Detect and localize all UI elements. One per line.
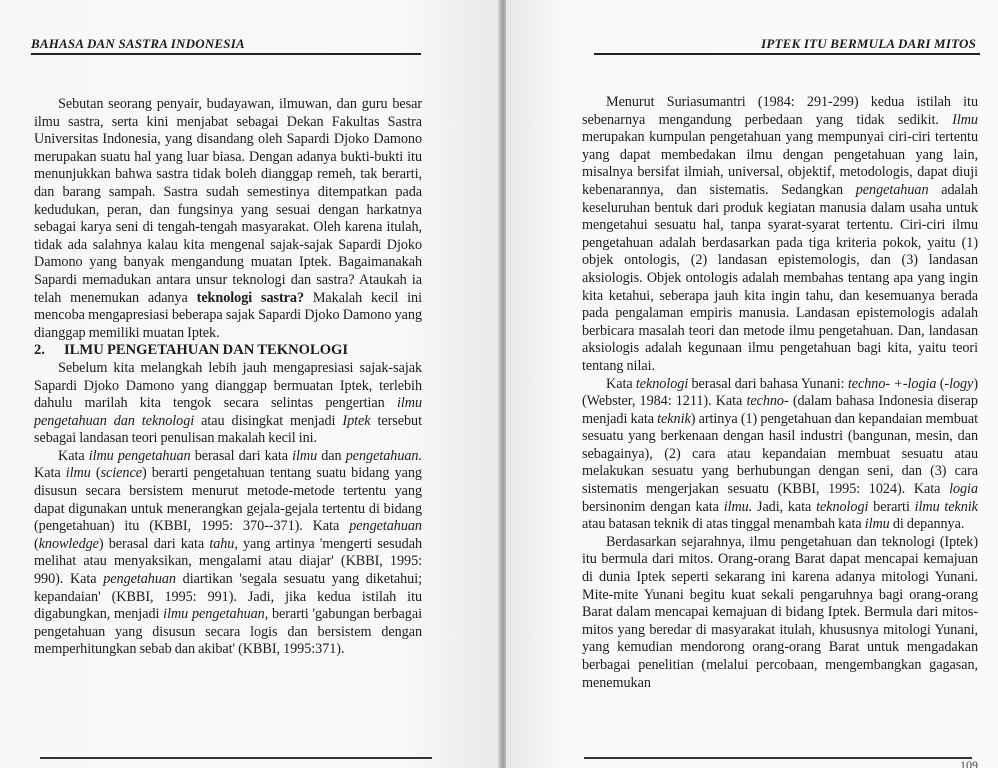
header-rule-right [594, 53, 980, 55]
text-run: berasal dari kata [194, 447, 289, 464]
running-head-right: IPTEK ITU BERMULA DARI MITOS [761, 36, 976, 51]
italic-term: ilmu [65, 465, 91, 482]
text-run: ) artinya (1) pengetahuan dan kepandaian membuat sesuatu yang berkenaan dengan hasil industri (bangunan, mesin, dan sebagainya), (2) cara atau kepandaian membuat sesuatu atau melakukan sesuatu yang berhubungan dengan seni, dan (3) cara sistematis mengerjakan sesuatu (KBBI, 1995: 1024). Kata [582, 410, 978, 498]
section-title: ILMU PENGETAHUAN DAN TEKNOLOGI [64, 342, 349, 359]
text-run: Jadi, kata [756, 498, 812, 515]
header-rule-left [31, 53, 421, 55]
text-run: merupakan kumpulan pengetahuan yang mempunyai ciri-ciri tertentu yang dapat membedakan ilmu dengan pengetahuan yang lain, misalnya bersifat ilmiah, universal, objektif, metodologis, dapat diuji kebenarannya, dan sistematis. Sedangkan [582, 129, 978, 198]
italic-term: ilmu pengetahuan dan teknologi [34, 395, 422, 429]
text-run: Sebelum kita melangkah lebih jauh mengapresiasi sajak-sajak Sapardi Djoko Damono yang dianggap bermuatan Iptek, terlebih dahulu marilah kita tengok secara selintas pengertian [34, 359, 422, 412]
italic-term: teknologi [816, 498, 869, 515]
italic-term: techno- [746, 393, 789, 410]
bold-phrase: teknologi sastra? [196, 289, 304, 306]
paragraph-suriasumantri [582, 94, 978, 376]
text-run: diartikan 'segala sesuatu yang diketahui; kepandaian' (KBBI, 1995: 991). Jadi, jika kedua istilah itu digabungkan, menjadi [34, 571, 422, 623]
paragraph-teknologi [582, 376, 978, 534]
paragraph-ilmu-pengetahuan [34, 448, 422, 659]
section-heading [34, 342, 422, 360]
text-run: berarti [873, 498, 910, 515]
section-number: 2. [34, 342, 45, 359]
text-run: di depannya. [892, 516, 965, 533]
text-run: ( [34, 535, 39, 552]
right-page [506, 0, 998, 768]
italic-term: logia [949, 481, 978, 498]
text-run: ) berasal dari kata [98, 535, 205, 552]
italic-term: pengetahuan [103, 571, 176, 588]
text-run: adalah keseluruhan bentuk dari produk kegiatan manusia dalam usaha untuk mengetahui sesuatu hal, tanpa syarat-syarat tertentu. Ciri-ciri ilmu pengetahuan adalah berdasarkan pada tiga kriteria pokok, yaitu (1) objek ontologis, (2) landasan epistemologis, dan (3) landasan aksiologis. Objek ontologis adalah membahas tentang apa yang ingin kita ketahui, seberapa jauh kita ingin tahu, dan kesemuanya berada pada pengalaman empiris manusia. Landasan epistemologis adalah berbicara masalah teori dan metode ilmu pengetahuan. Dan, landasan aksiologis adalah kegunaan ilmu pengetahuan bagi kita, yaitu teori tentang nilai. [582, 181, 978, 374]
italic-term: tahu, [209, 535, 238, 552]
paragraph-iptek-intro [34, 360, 422, 448]
right-text-column [582, 94, 978, 692]
text-run: bersinonim dengan kata [582, 498, 719, 515]
italic-term: Iptek [342, 412, 371, 429]
italic-term: teknik [657, 410, 691, 427]
text-run: Kata [58, 447, 85, 464]
italic-term: ilmu [292, 447, 318, 464]
running-head-left: BAHASA DAN SASTRA INDONESIA [31, 36, 245, 51]
italic-term: ilmu. [723, 498, 753, 515]
italic-term: teknologi [635, 375, 689, 392]
footer-rule-right [584, 757, 972, 759]
italic-term: science [100, 465, 142, 482]
text-run: tersebut sebagai landasan teori penulisan makalah kecil ini. [34, 412, 422, 447]
text-run: (dalam bahasa Indonesia diserap menjadi kata [582, 393, 978, 427]
italic-term: ilmu pengetahuan [88, 447, 191, 464]
italic-term: pengetahuan [349, 518, 422, 535]
page-number: 109 [960, 758, 978, 768]
italic-term: techno- +-logia [847, 375, 937, 392]
italic-term: Ilmu [952, 111, 978, 128]
text-run: yang artinya 'mengerti sesudah melihat atau menyaksikan, mengalami atau diajar' (KBBI, 1995: 990). Kata [34, 535, 422, 588]
intro-text-end: Makalah kecil ini mencoba mengapresiasi beberapa sajak Sapardi Djoko Damono yang dianggap memiliki muatan Iptek. [34, 289, 422, 341]
footer-rule-left [40, 757, 432, 759]
text-run: Kata [606, 375, 633, 392]
italic-term: knowledge [38, 535, 99, 552]
text-run: dan [321, 447, 342, 464]
text-run: Kata [34, 465, 61, 482]
text-run: atau disingkat menjadi [201, 412, 336, 429]
italic-term: pengetahuan [855, 181, 929, 198]
paragraph-sejarah: Berdasarkan sejarahnya, ilmu pengetahuan dan teknologi (Iptek) itu bermula dari mitos. Orang-orang Barat dapat mencapai kemajuan di dunia Iptek seperti sekarang ini karena adanya mitologi Yunani. Mite-mite Yunani begitu kuat sekali pengaruhnya bagi orang-orang Barat dalam mencapai kemajuan di bidang Iptek. Bermula dari mitos-mitos yang beredar di masyarakat itulah, khususnya mitologi Yunani, yang kemudian mendorong orang-orang Barat untuk mengadakan berbagai penelitian (melalui percobaan, mengembangkan gagasan, menemukan [582, 533, 978, 691]
text-run: ) berarti pengetahuan tentang suatu bidang yang disusun secara bersistem menurut metode-metode tertentu yang dapat digunakan untuk menerangkan gejala-gejala tertentu di bidang (pengetahuan) itu (KBBI, 1995: 370--371). Kata [34, 465, 422, 535]
text-run: berasal dari bahasa Yunani: [691, 375, 845, 392]
text-run: ( [95, 465, 101, 482]
text-run: Menurut Suriasumantri (1984: 291-299) kedua istilah itu sebenarnya mengandung perbedaan yang tidak sedikit. [582, 94, 978, 128]
text-run: ) (Webster, 1984: 1211). Kata [582, 375, 978, 410]
text-run: (- [939, 375, 950, 392]
italic-term: pengetahuan. [345, 447, 422, 464]
text-run: berarti 'gabungan berbagai pengetahuan yang disusun secara logis dan bersistem dengan memperhitungkan sebab dan akibat' (KBBI, 1995:371). [34, 606, 422, 658]
intro-text: Sebutan seorang penyair, budayawan, ilmuwan, dan guru besar ilmu sastra, serta kini menjabat sebagai Dekan Fakultas Sastra Universitas Indonesia, yang disandang oleh Sapardi Djoko Damono merupakan suatu hal yang luar biasa. Dengan adanya bukti-bukti itu menunjukkan bahwa sastra tidak boleh dianggap remeh, tak berarti, dan barang sampah. Sastra sudah semestinya ditempatkan pada kedudukan, peran, dan fungsinya yang sesuai dengan harkatnya sebagai karya seni di tengah-tengah masyarakat. Oleh karena itulah, tidak ada salahnya kalau kita mengenal sajak-sajak Sapardi Djoko Damono yang banyak mengandung muatan Iptek. Bagaimanakah Sapardi memadukan antara unsur teknologi dan sastra? Ataukah ia telah menemukan adanya [34, 96, 422, 306]
italic-term: ilmu teknik [914, 498, 978, 515]
intro-paragraph [34, 96, 422, 342]
text-run: atau batasan teknik di atas tinggal menambah kata [582, 516, 862, 533]
left-text-column [34, 96, 422, 659]
italic-term: ilmu [864, 516, 890, 533]
italic-term: ilmu pengetahuan, [163, 606, 269, 623]
italic-term: logy [949, 375, 974, 392]
